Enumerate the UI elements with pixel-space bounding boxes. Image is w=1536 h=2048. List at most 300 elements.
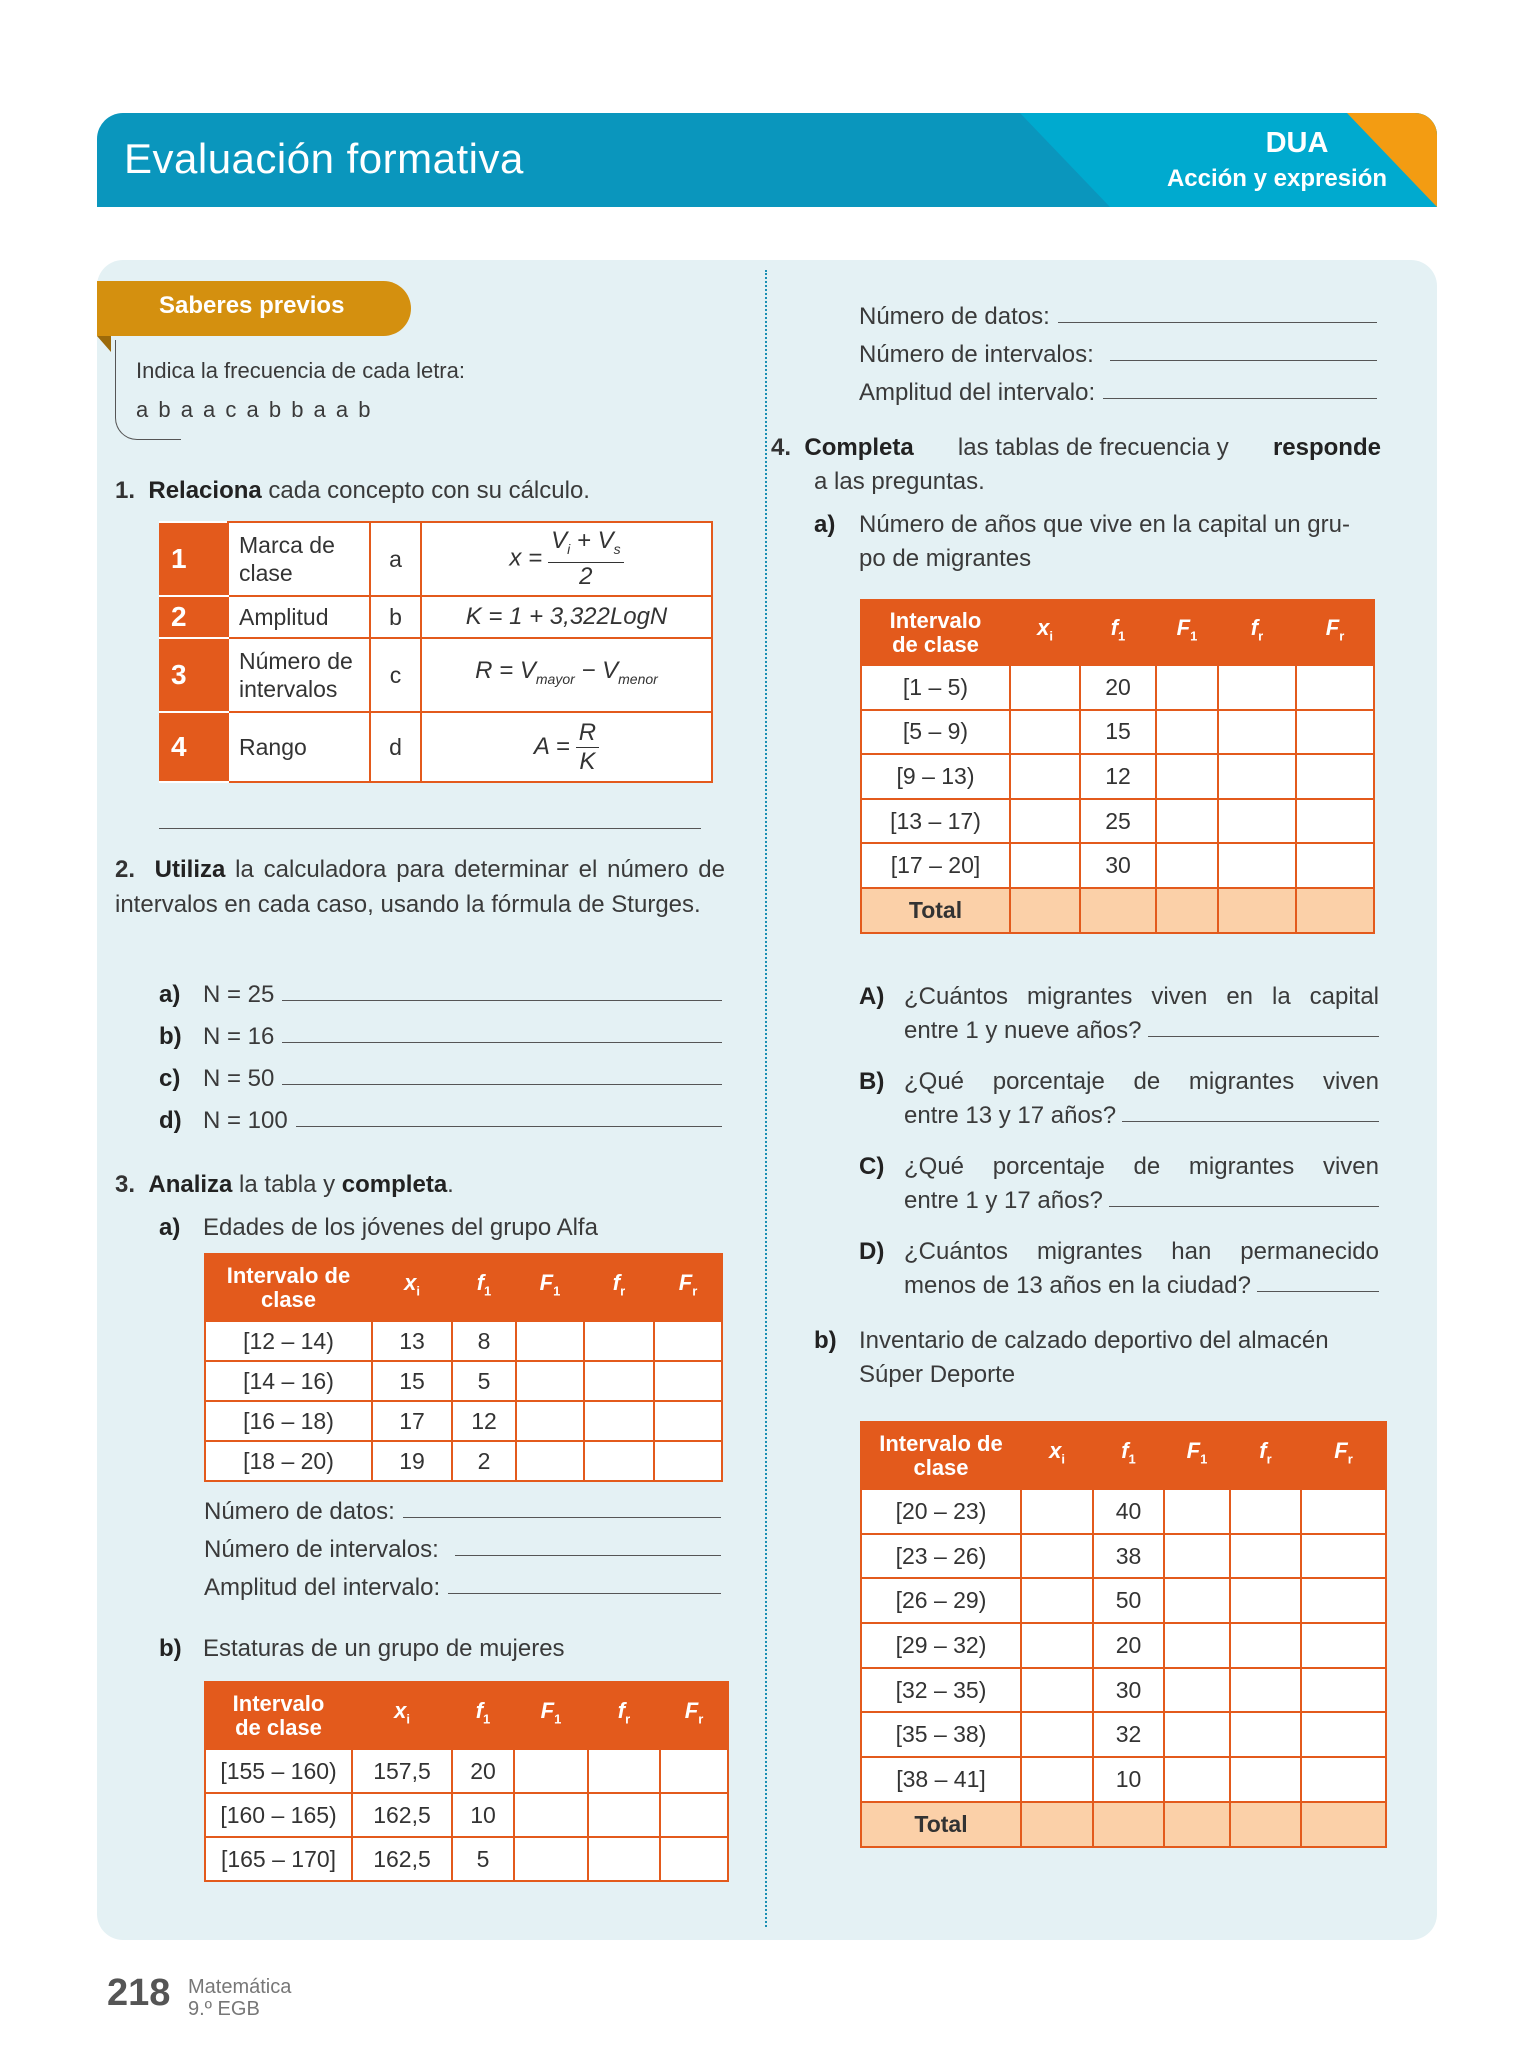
row-number: 1: [160, 522, 228, 596]
header-symbol: F: [684, 1698, 699, 1724]
header-symbol: f: [1259, 1438, 1267, 1464]
concept-table: [159, 521, 713, 783]
empty-answer-cell[interactable]: [1230, 1802, 1301, 1847]
header-symbol: x: [404, 1270, 417, 1296]
empty-answer-cell[interactable]: [516, 1321, 584, 1361]
summary-3a: [204, 1496, 721, 1610]
empty-answer-cell[interactable]: [1230, 1757, 1301, 1802]
empty-answer-cell[interactable]: [1218, 888, 1296, 933]
empty-answer-cell[interactable]: [588, 1837, 660, 1881]
summary-item: [204, 1534, 721, 1572]
interval-cell: [35 – 38): [861, 1712, 1021, 1757]
subquestion-4b: [814, 1325, 1381, 1391]
header-subscript: r: [692, 1283, 698, 1299]
question-line: [859, 1100, 1379, 1132]
interval-cell: [26 – 29): [861, 1578, 1021, 1623]
total-row: [861, 1802, 1386, 1847]
empty-answer-cell[interactable]: [1296, 843, 1374, 888]
question-line: [859, 1270, 1379, 1302]
empty-answer-cell[interactable]: [1296, 754, 1374, 799]
table-row: [205, 1793, 728, 1837]
question-number: 2.: [115, 856, 136, 883]
empty-answer-cell[interactable]: [1301, 1578, 1386, 1623]
frequency-cell: 10: [1093, 1757, 1164, 1802]
column-header: [1021, 1422, 1093, 1489]
list-item: [159, 1105, 722, 1147]
summary-item: [859, 301, 1377, 339]
interval-cell: [38 – 41]: [861, 1757, 1021, 1802]
empty-answer-cell[interactable]: [1164, 1668, 1230, 1713]
answer-line[interactable]: [159, 828, 701, 829]
empty-answer-cell[interactable]: [516, 1361, 584, 1401]
column-header: [1010, 600, 1080, 665]
sturges-items: [159, 979, 722, 1147]
empty-answer-cell[interactable]: [1093, 1802, 1164, 1847]
formula-d: [421, 712, 712, 782]
empty-answer-cell[interactable]: [584, 1321, 654, 1361]
class-mark-cell: [1010, 710, 1080, 755]
frequency-cell: 30: [1080, 843, 1156, 888]
class-mark-cell: [1021, 1623, 1093, 1668]
empty-answer-cell[interactable]: [660, 1837, 728, 1881]
table-row: [160, 712, 712, 782]
migrant-questions: [859, 981, 1379, 1321]
table-row: [861, 710, 1374, 755]
question-number: 1.: [115, 477, 136, 504]
summary-label: Número de datos:: [204, 1498, 395, 1525]
question-text: a las preguntas.: [814, 468, 985, 495]
total-label: Total: [861, 1802, 1021, 1847]
empty-answer-cell[interactable]: [1230, 1712, 1301, 1757]
column-header: [1301, 1422, 1386, 1489]
header-subscript: r: [625, 1711, 631, 1727]
empty-answer-cell[interactable]: [1156, 665, 1218, 710]
total-label: Total: [861, 888, 1010, 933]
class-mark-cell: 162,5: [352, 1793, 452, 1837]
empty-answer-cell[interactable]: [1080, 888, 1156, 933]
empty-answer-cell[interactable]: [1218, 843, 1296, 888]
empty-answer-cell[interactable]: [1021, 1802, 1093, 1847]
section-header: [97, 113, 1437, 207]
list-item: [859, 1236, 1379, 1321]
answer-line[interactable]: [282, 1021, 722, 1043]
empty-answer-cell[interactable]: [1296, 665, 1374, 710]
question-verb: Relaciona: [148, 477, 262, 504]
empty-answer-cell[interactable]: [1301, 1712, 1386, 1757]
fraction: [548, 527, 624, 592]
header-symbol: f: [476, 1270, 485, 1296]
answer-line[interactable]: [455, 1534, 721, 1556]
empty-answer-cell[interactable]: [1164, 1489, 1230, 1534]
class-mark-cell: [1021, 1489, 1093, 1534]
interval-cell: [16 – 18): [205, 1401, 372, 1441]
table-row: [861, 799, 1374, 844]
item-label: C): [859, 1153, 885, 1180]
item-label: c): [159, 1065, 181, 1092]
frequency-cell: 5: [452, 1837, 514, 1881]
list-item: [859, 1151, 1379, 1236]
row-number: 3: [160, 638, 228, 712]
interval-cell: [155 – 160): [205, 1749, 352, 1793]
table-row: [205, 1749, 728, 1793]
answer-line[interactable]: [1109, 1185, 1379, 1207]
empty-answer-cell[interactable]: [1301, 1534, 1386, 1579]
subquestion-3a: [159, 1212, 598, 1244]
empty-answer-cell[interactable]: [1156, 843, 1218, 888]
empty-answer-cell[interactable]: [1164, 1534, 1230, 1579]
column-header: [372, 1254, 452, 1321]
item-text: ¿Qué porcentaje de migrantes viven: [904, 1068, 1379, 1095]
header-subscript: 1: [1128, 1451, 1136, 1467]
empty-answer-cell[interactable]: [1230, 1489, 1301, 1534]
header-symbol: f: [1110, 615, 1119, 641]
dua-subtitle: Acción y expresión: [1166, 165, 1388, 192]
frequency-cell: 20: [452, 1749, 514, 1793]
item-text: menos de 13 años en la ciudad?: [904, 1272, 1251, 1299]
empty-answer-cell[interactable]: [516, 1401, 584, 1441]
interval-cell: [18 – 20): [205, 1441, 372, 1481]
empty-answer-cell[interactable]: [1164, 1712, 1230, 1757]
question-3: [115, 1169, 454, 1201]
empty-answer-cell[interactable]: [654, 1441, 722, 1481]
frequency-table-migrants: [860, 599, 1375, 934]
column-header: [1296, 600, 1374, 665]
question-text: cada concepto con su cálculo.: [261, 477, 590, 504]
question-verb: completa: [341, 1171, 448, 1198]
class-mark-cell: 17: [372, 1401, 452, 1441]
empty-answer-cell[interactable]: [1218, 665, 1296, 710]
fraction: [576, 719, 599, 776]
empty-answer-cell[interactable]: [654, 1321, 722, 1361]
empty-answer-cell[interactable]: [1156, 710, 1218, 755]
header-symbol: F: [678, 1270, 693, 1296]
header-subscript: 1: [1118, 628, 1126, 644]
answer-line[interactable]: [1148, 1015, 1379, 1037]
letter-cell: b: [370, 596, 421, 638]
answer-line[interactable]: [282, 1063, 722, 1085]
table-row: [205, 1441, 722, 1481]
header-symbol: F: [1334, 1438, 1348, 1464]
table-row: [861, 1712, 1386, 1757]
column-header: [452, 1254, 516, 1321]
numerator: [548, 527, 624, 564]
interval-cell: [13 – 17): [861, 799, 1010, 844]
question-line: [771, 432, 1381, 464]
formula-sub: s: [613, 540, 621, 557]
empty-answer-cell[interactable]: [584, 1401, 654, 1441]
empty-answer-cell[interactable]: [1218, 754, 1296, 799]
answer-line[interactable]: [403, 1496, 721, 1518]
table-row: [205, 1401, 722, 1441]
question-2: [115, 852, 725, 922]
frequency-table-shoes: [860, 1421, 1387, 1848]
subject: Matemática: [188, 1976, 292, 1998]
empty-answer-cell[interactable]: [1230, 1534, 1301, 1579]
empty-answer-cell[interactable]: [1156, 799, 1218, 844]
empty-answer-cell[interactable]: [516, 1441, 584, 1481]
interval-cell: [1 – 5): [861, 665, 1010, 710]
subquestion-line: [814, 1325, 1381, 1357]
frequency-table-heights: [204, 1681, 729, 1882]
item-text: N = 50: [203, 1065, 275, 1092]
formula-lhs: x =: [509, 544, 543, 572]
item-label: a): [814, 511, 836, 538]
class-mark-cell: 162,5: [352, 1837, 452, 1881]
column-header: [861, 1422, 1021, 1489]
empty-answer-cell[interactable]: [654, 1361, 722, 1401]
item-text: Estaturas de un grupo de mujeres: [203, 1635, 565, 1662]
question-line: [859, 1236, 1379, 1268]
formula-sub: i: [567, 540, 571, 557]
header-label: Intervalo de clase: [226, 1262, 351, 1312]
question-verb: Completa: [804, 434, 914, 461]
column-header: [1164, 1422, 1230, 1489]
empty-answer-cell[interactable]: [1296, 710, 1374, 755]
letter-cell: c: [370, 638, 421, 712]
header-subscript: r: [1266, 1451, 1272, 1467]
concept-cell: Número de intervalos: [228, 638, 370, 712]
item-text: Edades de los jóvenes del grupo Alfa: [203, 1214, 598, 1241]
header-label: Intervalo de clase: [889, 607, 982, 657]
header-subscript: r: [698, 1711, 704, 1727]
column-header: [588, 1682, 660, 1749]
column-header: [452, 1682, 514, 1749]
frequency-cell: 32: [1093, 1712, 1164, 1757]
item-label: B): [859, 1068, 885, 1095]
table-row: [861, 1623, 1386, 1668]
summary-label: Amplitud del intervalo:: [204, 1574, 441, 1601]
empty-answer-cell[interactable]: [1010, 888, 1080, 933]
class-mark-cell: [1010, 799, 1080, 844]
empty-answer-cell[interactable]: [1296, 888, 1374, 933]
denominator: 2: [579, 563, 593, 591]
column-header: [1218, 600, 1296, 665]
answer-line[interactable]: [1257, 1270, 1379, 1292]
class-mark-cell: 19: [372, 1441, 452, 1481]
frequency-cell: 20: [1080, 665, 1156, 710]
summary-top-right: [859, 301, 1377, 415]
subquestion-line: [814, 509, 1381, 541]
empty-answer-cell[interactable]: [588, 1749, 660, 1793]
empty-answer-cell[interactable]: [1230, 1623, 1301, 1668]
empty-answer-cell[interactable]: [1230, 1578, 1301, 1623]
empty-answer-cell[interactable]: [1301, 1489, 1386, 1534]
denominator: K: [579, 747, 596, 775]
interval-cell: [14 – 16): [205, 1361, 372, 1401]
table-row: [861, 1757, 1386, 1802]
empty-answer-cell[interactable]: [660, 1749, 728, 1793]
answer-line[interactable]: [1103, 377, 1377, 399]
list-item: [859, 1066, 1379, 1151]
saberes-previos-badge: Saberes previos: [97, 281, 411, 336]
column-header: [1093, 1422, 1164, 1489]
frequency-cell: 10: [452, 1793, 514, 1837]
formula-a: [421, 522, 712, 596]
header-label: Intervalo de clase: [879, 1430, 1003, 1480]
question-line: [859, 1185, 1379, 1217]
header-subscript: 1: [1200, 1451, 1208, 1467]
frequency-table-ages: [204, 1253, 723, 1482]
empty-answer-cell[interactable]: [1164, 1757, 1230, 1802]
question-number: 4.: [771, 434, 792, 461]
frequency-cell: 2: [452, 1441, 516, 1481]
header-subscript: 1: [484, 1283, 492, 1299]
concept-cell: Marca de clase: [228, 522, 370, 596]
empty-answer-cell[interactable]: [660, 1793, 728, 1837]
letter-cell: a: [370, 522, 421, 596]
header-symbol: F: [540, 1698, 555, 1724]
class-mark-cell: [1010, 665, 1080, 710]
question-1: [115, 475, 590, 507]
column-header: [584, 1254, 654, 1321]
header-subscript: 1: [1190, 628, 1198, 644]
interval-cell: [165 – 170]: [205, 1837, 352, 1881]
empty-answer-cell[interactable]: [1230, 1668, 1301, 1713]
answer-line[interactable]: [448, 1572, 721, 1594]
empty-answer-cell[interactable]: [1164, 1623, 1230, 1668]
empty-answer-cell[interactable]: [1218, 799, 1296, 844]
answer-line[interactable]: [282, 979, 722, 1001]
header-symbol: F: [1176, 615, 1191, 641]
empty-answer-cell[interactable]: [1301, 1668, 1386, 1713]
column-header: [1080, 600, 1156, 665]
saberes-letters: a b a a c a b b a a b: [136, 397, 373, 422]
header-symbol: F: [1325, 615, 1340, 641]
frequency-cell: 20: [1093, 1623, 1164, 1668]
header-subscript: 1: [554, 1711, 562, 1727]
dua-label: DUA: [1265, 127, 1329, 159]
table-row: [861, 754, 1374, 799]
page-number: 218: [107, 1972, 171, 2014]
question-text: la tabla y: [232, 1171, 342, 1198]
empty-answer-cell[interactable]: [654, 1401, 722, 1441]
column-header: [1156, 600, 1218, 665]
empty-answer-cell[interactable]: [514, 1749, 588, 1793]
header-symbol: f: [612, 1270, 621, 1296]
column-divider: [765, 270, 767, 1927]
header-symbol: x: [394, 1698, 407, 1724]
formula-c: [421, 638, 712, 712]
answer-line[interactable]: [1058, 301, 1377, 323]
frequency-cell: 25: [1080, 799, 1156, 844]
numerator: R: [576, 719, 599, 748]
interval-cell: [5 – 9): [861, 710, 1010, 755]
class-mark-cell: [1021, 1668, 1093, 1713]
table-row: [205, 1837, 728, 1881]
class-mark-cell: [1021, 1712, 1093, 1757]
column-header: [205, 1682, 352, 1749]
question-number: 3.: [115, 1171, 136, 1198]
class-mark-cell: [1021, 1534, 1093, 1579]
frequency-cell: 30: [1093, 1668, 1164, 1713]
empty-answer-cell[interactable]: [514, 1793, 588, 1837]
empty-answer-cell[interactable]: [514, 1837, 588, 1881]
column-header: [660, 1682, 728, 1749]
question-text: .: [447, 1171, 454, 1198]
item-label: b): [814, 1327, 837, 1354]
question-line: [859, 1151, 1379, 1183]
header-subscript: r: [1347, 1451, 1353, 1467]
header-subscript: 1: [553, 1283, 561, 1299]
question-verb: responde: [1272, 434, 1381, 461]
empty-answer-cell[interactable]: [1156, 888, 1218, 933]
empty-answer-cell[interactable]: [1301, 1623, 1386, 1668]
question-line: [859, 981, 1379, 1013]
empty-answer-cell[interactable]: [1218, 710, 1296, 755]
list-item: [159, 979, 722, 1021]
header-symbol: x: [1037, 615, 1050, 641]
interval-cell: [23 – 26): [861, 1534, 1021, 1579]
interval-cell: [12 – 14): [205, 1321, 372, 1361]
empty-answer-cell[interactable]: [1164, 1578, 1230, 1623]
item-text: N = 25: [203, 981, 275, 1008]
item-label: b): [159, 1023, 182, 1050]
interval-cell: [160 – 165): [205, 1793, 352, 1837]
class-mark-cell: 15: [372, 1361, 452, 1401]
header-symbol: x: [1049, 1438, 1062, 1464]
header-label: Intervalo de clase: [232, 1690, 325, 1740]
class-mark-cell: [1010, 754, 1080, 799]
header-symbol: f: [1121, 1438, 1129, 1464]
empty-answer-cell[interactable]: [1301, 1802, 1386, 1847]
empty-answer-cell[interactable]: [584, 1361, 654, 1401]
header-subscript: i: [406, 1711, 410, 1727]
concept-cell: Amplitud: [228, 596, 370, 638]
table-row: [861, 1489, 1386, 1534]
summary-label: Amplitud del intervalo:: [859, 379, 1096, 406]
frequency-cell: 40: [1093, 1489, 1164, 1534]
item-label: D): [859, 1238, 885, 1265]
frequency-cell: 8: [452, 1321, 516, 1361]
empty-answer-cell[interactable]: [1296, 799, 1374, 844]
question-line: [859, 1015, 1379, 1047]
empty-answer-cell[interactable]: [584, 1441, 654, 1481]
concept-cell: Rango: [228, 712, 370, 782]
table-row: [861, 1578, 1386, 1623]
answer-line[interactable]: [296, 1105, 722, 1127]
header-subscript: i: [1061, 1451, 1065, 1467]
answer-line[interactable]: [1110, 339, 1377, 361]
question-4: [771, 432, 1381, 498]
formula-part: − V: [574, 657, 619, 685]
item-text: Inventario de calzado deportivo del almacén: [859, 1327, 1329, 1354]
item-text: po de migrantes: [859, 545, 1032, 572]
interval-cell: [20 – 23): [861, 1489, 1021, 1534]
empty-answer-cell[interactable]: [1301, 1757, 1386, 1802]
column-header: [205, 1254, 372, 1321]
empty-answer-cell[interactable]: [1156, 754, 1218, 799]
formula-part: + V: [570, 526, 614, 554]
header-symbol: f: [1250, 615, 1259, 641]
saberes-instruction: Indica la frecuencia de cada letra:: [136, 358, 465, 383]
frequency-cell: 15: [1080, 710, 1156, 755]
empty-answer-cell[interactable]: [1164, 1802, 1230, 1847]
empty-answer-cell[interactable]: [588, 1793, 660, 1837]
page-title: Evaluación formativa: [124, 135, 524, 182]
table-row: [160, 638, 712, 712]
answer-line[interactable]: [1122, 1100, 1379, 1122]
item-text: N = 100: [203, 1107, 288, 1134]
list-item: [859, 981, 1379, 1066]
row-number: 2: [160, 596, 228, 638]
class-mark-cell: [1021, 1578, 1093, 1623]
class-mark-cell: 13: [372, 1321, 452, 1361]
subquestion-3b: [159, 1633, 565, 1665]
item-text: entre 1 y nueve años?: [904, 1017, 1142, 1044]
interval-cell: [32 – 35): [861, 1668, 1021, 1713]
formula-lhs: A =: [533, 732, 570, 760]
interval-cell: [9 – 13): [861, 754, 1010, 799]
